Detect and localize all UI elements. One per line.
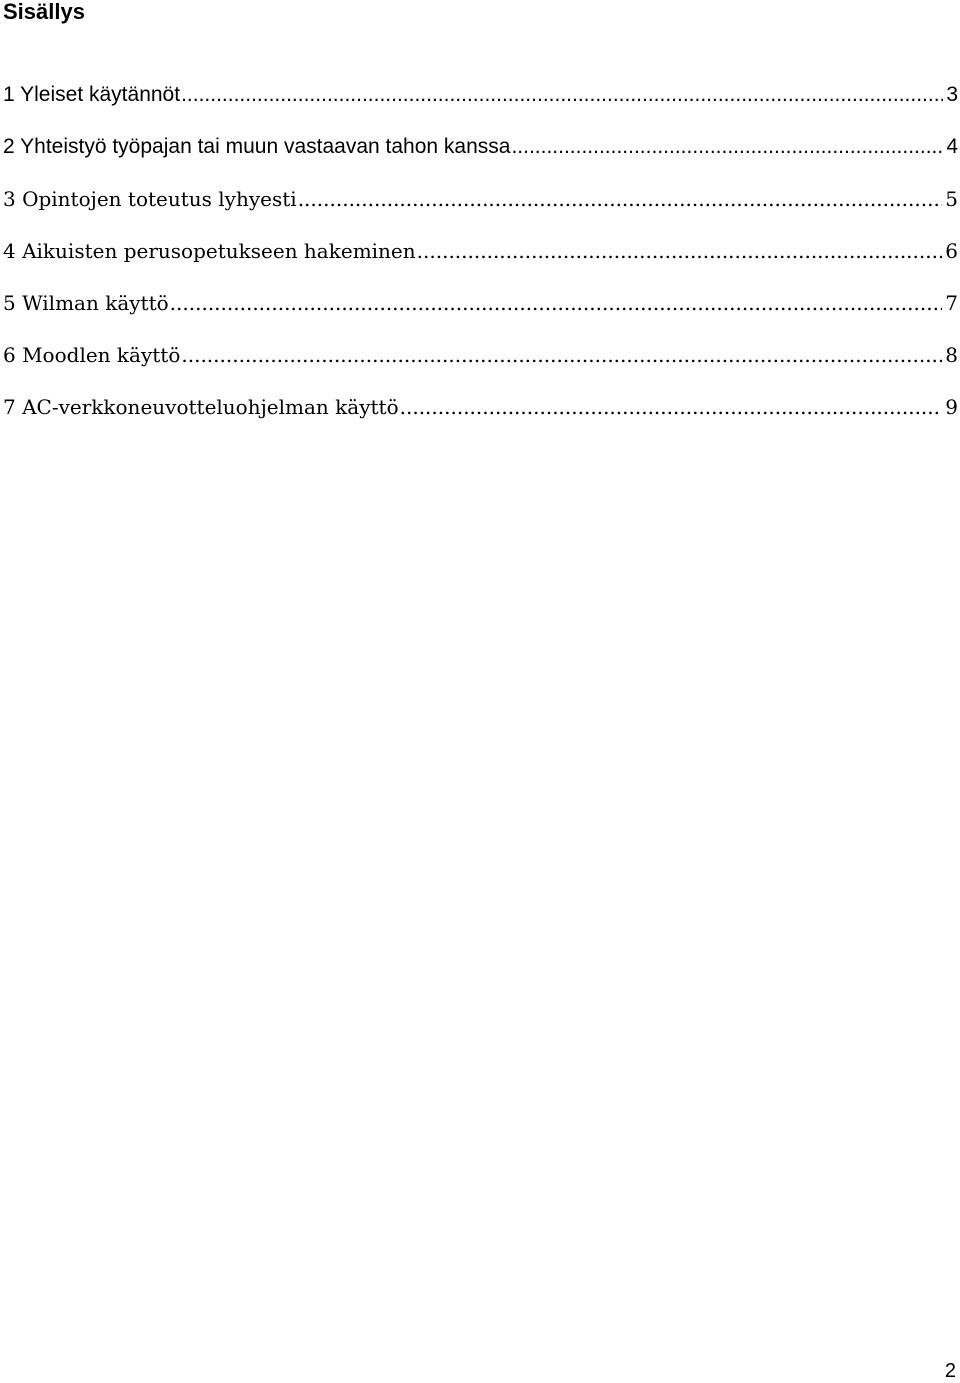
toc-entry[interactable] xyxy=(3,236,958,288)
toc-dot-leader xyxy=(298,184,943,214)
toc-entry-label: 1 Yleiset käytännöt xyxy=(3,83,181,106)
table-of-contents xyxy=(3,80,958,444)
toc-entry-label: 5 Wilman käyttö xyxy=(3,291,169,315)
page-title: Sisällys xyxy=(3,0,85,24)
toc-entry[interactable] xyxy=(3,288,958,340)
toc-entry[interactable] xyxy=(3,340,958,392)
toc-entry-page: 8 xyxy=(945,343,958,367)
toc-dot-leader xyxy=(181,80,943,110)
toc-entry[interactable] xyxy=(3,184,958,236)
toc-entry[interactable] xyxy=(3,392,958,444)
toc-entry[interactable] xyxy=(3,80,958,132)
toc-entry-label: 2 Yhteistyö työpajan tai muun vastaavan tahon kanssa xyxy=(3,135,511,158)
toc-entry-page: 6 xyxy=(945,239,958,263)
toc-entry-page: 7 xyxy=(945,291,958,315)
toc-entry-page: 9 xyxy=(945,395,958,419)
toc-dot-leader xyxy=(181,340,942,370)
toc-entry-page: 5 xyxy=(945,187,958,211)
toc-entry-label: 4 Aikuisten perusopetukseen hakeminen xyxy=(3,239,416,263)
toc-dot-leader xyxy=(170,288,943,318)
toc-entry-page: 3 xyxy=(946,83,958,106)
toc-dot-leader xyxy=(400,392,943,422)
toc-entry-label: 7 AC-verkkoneuvotteluohjelman käyttö xyxy=(3,395,399,419)
toc-entry-label: 6 Moodlen käyttö xyxy=(3,343,181,367)
toc-entry[interactable] xyxy=(3,132,958,184)
page-number: 2 xyxy=(944,1360,956,1382)
toc-dot-leader xyxy=(511,132,943,162)
toc-entry-page: 4 xyxy=(946,135,958,158)
toc-dot-leader xyxy=(417,236,943,266)
toc-entry-label: 3 Opintojen toteutus lyhyesti xyxy=(3,187,297,211)
